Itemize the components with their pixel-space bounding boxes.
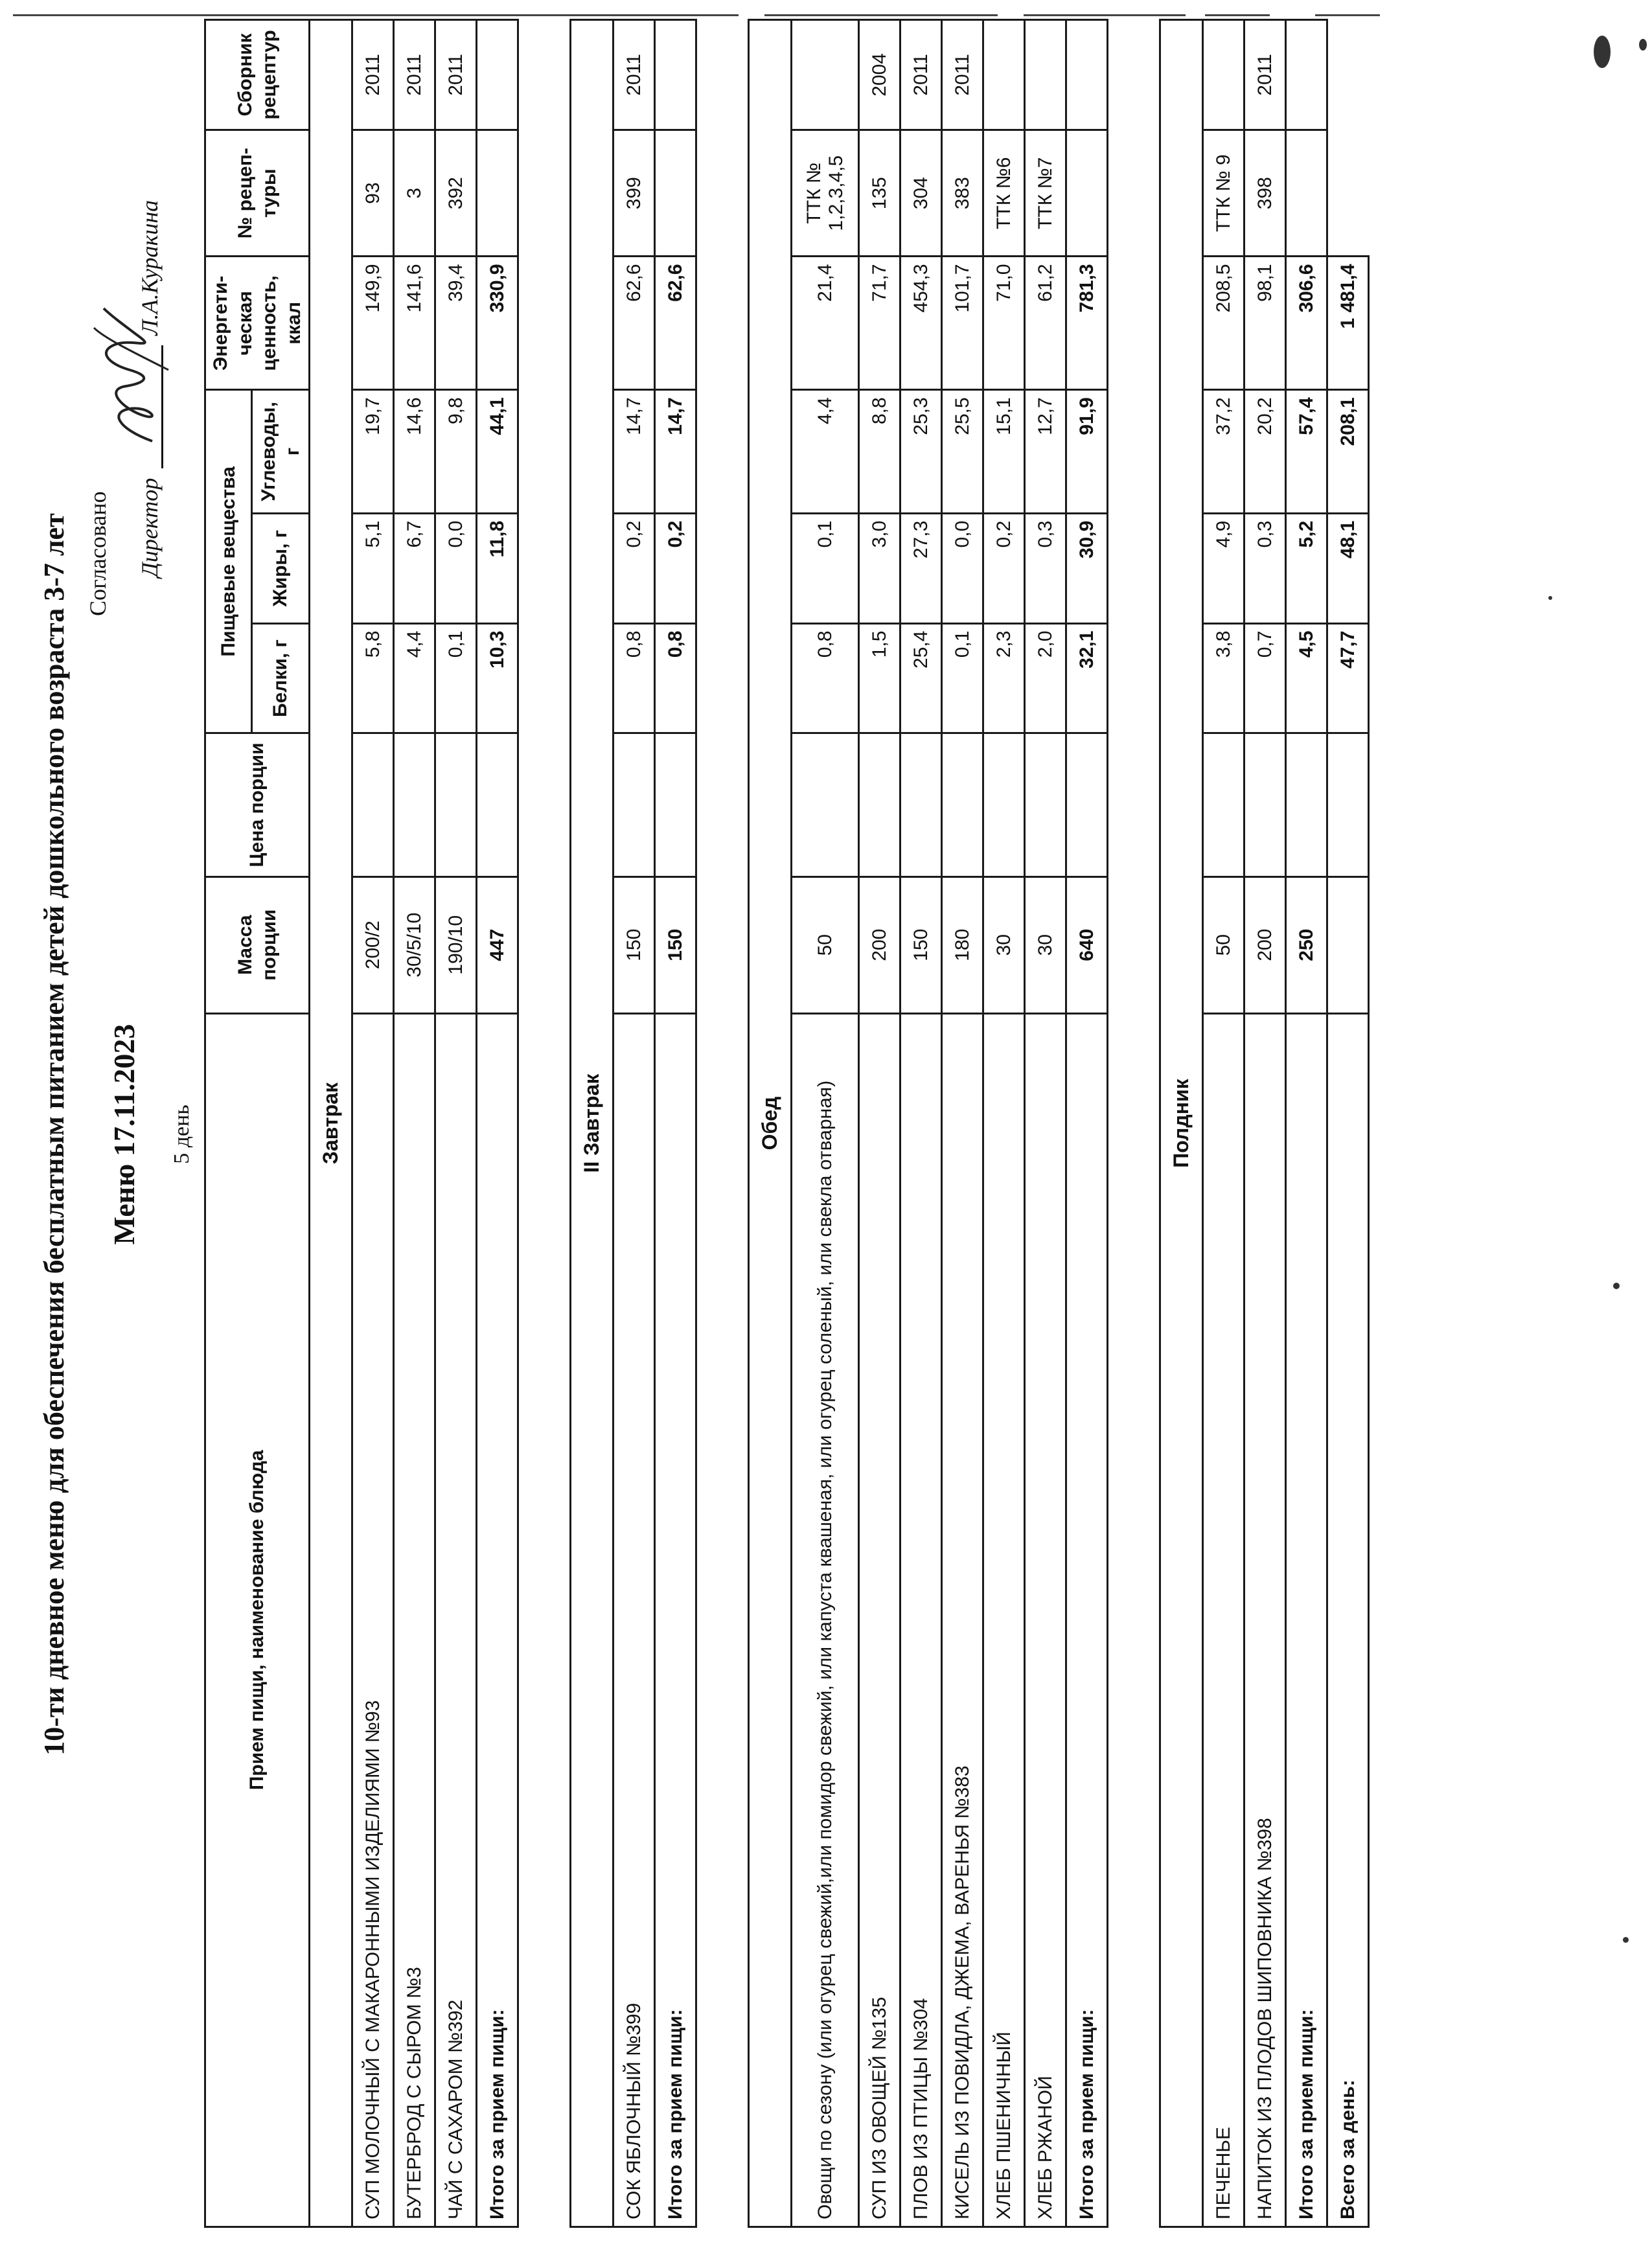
meal-total-price: [477, 733, 518, 876]
protein-value: 1,5: [859, 623, 901, 733]
meal-total-recipe: [1066, 130, 1108, 257]
section-header: [310, 20, 352, 2227]
fat-value: 27,3: [901, 513, 942, 623]
header-collection: Сборник рецептур: [205, 20, 310, 130]
table-row: [435, 20, 477, 2227]
meal-total-collection: [1286, 20, 1327, 130]
fat-value: 0,0: [435, 513, 477, 623]
meal-total-mass: 447: [477, 876, 518, 1013]
fat-value: 0,3: [1245, 513, 1286, 623]
table-row: [859, 20, 901, 2227]
recipe-number: 3: [394, 130, 435, 257]
meal-total-price: [1286, 733, 1327, 876]
dish-name: БУТЕРБРОД С СЫРОМ №3: [394, 1013, 435, 2227]
protein-value: 0,1: [942, 623, 983, 733]
grand-total-mass: [1327, 876, 1369, 1013]
carbs-value: 14,6: [394, 390, 435, 513]
recipe-number: 392: [435, 130, 477, 257]
recipe-collection: 2004: [859, 20, 901, 130]
dish-name: Овощи по сезону (или огурец свежий,или помидор свежий, или капуста квашеная, или огурец соленый, или свекла отварная): [792, 1013, 859, 2227]
protein-value: 0,1: [435, 623, 477, 733]
meal-total-label: Итого за прием пищи:: [655, 1013, 696, 2227]
table-row: [901, 20, 942, 2227]
energy-value: 149,9: [352, 257, 394, 390]
meal-total-energy: 781,3: [1066, 257, 1108, 390]
meal-total-row: [655, 20, 696, 2227]
energy-value: 71,7: [859, 257, 901, 390]
carbs-value: 15,1: [983, 390, 1025, 513]
protein-value: 5,8: [352, 623, 394, 733]
portion-mass: 30: [983, 876, 1025, 1013]
meal-total-protein: 10,3: [477, 623, 518, 733]
director-line: [136, 200, 163, 577]
section-title: II Завтрак: [571, 20, 614, 2227]
meal-total-fat: 5,2: [1286, 513, 1327, 623]
portion-price: [859, 733, 901, 876]
recipe-number: 398: [1245, 130, 1286, 257]
grand-total-protein: 47,7: [1327, 623, 1369, 733]
carbs-value: 12,7: [1025, 390, 1066, 513]
portion-price: [352, 733, 394, 876]
portion-mass: 30: [1025, 876, 1066, 1013]
recipe-number: 383: [942, 130, 983, 257]
portion-mass: 50: [1203, 876, 1245, 1013]
protein-value: 4,4: [394, 623, 435, 733]
meal-total-mass: 150: [655, 876, 696, 1013]
section-title: Завтрак: [310, 20, 352, 2227]
energy-value: 98,1: [1245, 257, 1286, 390]
meal-total-carbs: 91,9: [1066, 390, 1108, 513]
protein-value: 2,3: [983, 623, 1025, 733]
section-gap: [1108, 20, 1160, 2227]
recipe-collection: 2011: [1245, 20, 1286, 130]
meal-total-recipe: [655, 130, 696, 257]
recipe-collection: [983, 20, 1025, 130]
recipe-collection: 2011: [394, 20, 435, 130]
portion-price: [792, 733, 859, 876]
recipe-collection: 2011: [901, 20, 942, 130]
meal-total-energy: 62,6: [655, 257, 696, 390]
grand-total-collection: [1327, 20, 1369, 130]
header-recipe: № рецеп-туры: [205, 130, 310, 257]
carbs-value: 25,5: [942, 390, 983, 513]
meal-total-fat: 11,8: [477, 513, 518, 623]
recipe-number: ТТК №7: [1025, 130, 1066, 257]
carbs-value: 9,8: [435, 390, 477, 513]
header-nutrients: Пищевые вещества: [205, 390, 252, 733]
header-price: Цена порции: [205, 733, 310, 876]
dish-name: СУП ИЗ ОВОЩЕЙ №135: [859, 1013, 901, 2227]
dish-name: ПЛОВ ИЗ ПТИЦЫ №304: [901, 1013, 942, 2227]
table-row: [792, 20, 859, 2227]
gap-cell: [518, 20, 571, 2227]
menu-date: Меню 17.11.2023: [108, 1024, 141, 1245]
recipe-collection: 2011: [614, 20, 655, 130]
energy-value: 208,5: [1203, 257, 1245, 390]
gap-cell: [696, 20, 749, 2227]
dish-name: СОК ЯБЛОЧНЫЙ №399: [614, 1013, 655, 2227]
recipe-number: ТТК № 9: [1203, 130, 1245, 257]
director-name: Л.А.Куракина: [137, 200, 163, 336]
carbs-value: 4,4: [792, 390, 859, 513]
recipe-collection: [1203, 20, 1245, 130]
portion-price: [394, 733, 435, 876]
meal-total-protein: 0,8: [655, 623, 696, 733]
recipe-collection: 2011: [352, 20, 394, 130]
section-title: Полдник: [1160, 20, 1203, 2227]
portion-mass: 200: [1245, 876, 1286, 1013]
grand-total-price: [1327, 733, 1369, 876]
fat-value: 0,3: [1025, 513, 1066, 623]
dish-name: ЧАЙ С САХАРОМ №392: [435, 1013, 477, 2227]
energy-value: 101,7: [942, 257, 983, 390]
fat-value: 4,9: [1203, 513, 1245, 623]
protein-value: 2,0: [1025, 623, 1066, 733]
table-row: [394, 20, 435, 2227]
meal-total-protein: 32,1: [1066, 623, 1108, 733]
gap-cell: [1108, 20, 1160, 2227]
director-label: Директор: [137, 477, 163, 577]
section-title: Обед: [749, 20, 792, 2227]
meal-total-price: [1066, 733, 1108, 876]
table-row: [352, 20, 394, 2227]
carbs-value: 37,2: [1203, 390, 1245, 513]
document-title: 10-ти дневное меню для обеспечения бесплатным питанием детей дошкольного возраста 3-7 лет: [38, 513, 70, 1756]
section-header: [749, 20, 792, 2227]
energy-value: 62,6: [614, 257, 655, 390]
table-row: [942, 20, 983, 2227]
portion-price: [614, 733, 655, 876]
protein-value: 3,8: [1203, 623, 1245, 733]
meal-total-collection: [1066, 20, 1108, 130]
meal-total-row: [477, 20, 518, 2227]
recipe-number: ТТК №6: [983, 130, 1025, 257]
dish-name: ПЕЧЕНЬЕ: [1203, 1013, 1245, 2227]
meal-total-price: [655, 733, 696, 876]
recipe-number: ТТК № 1,2,3,4,5: [792, 130, 859, 257]
portion-mass: 150: [614, 876, 655, 1013]
menu-day: 5 день: [170, 1105, 194, 1164]
approval-label: Согласовано: [85, 491, 111, 616]
recipe-number: 304: [901, 130, 942, 257]
meal-total-fat: 0,2: [655, 513, 696, 623]
table-row: [1245, 20, 1286, 2227]
table-row: [614, 20, 655, 2227]
handwritten-signature: [91, 299, 175, 448]
energy-value: 71,0: [983, 257, 1025, 390]
fat-value: 0,2: [614, 513, 655, 623]
recipe-collection: [1025, 20, 1066, 130]
recipe-collection: 2011: [942, 20, 983, 130]
carbs-value: 25,3: [901, 390, 942, 513]
fat-value: 3,0: [859, 513, 901, 623]
energy-value: 39,4: [435, 257, 477, 390]
protein-value: 25,4: [901, 623, 942, 733]
energy-value: 61,2: [1025, 257, 1066, 390]
header-carbs: Углеводы, г: [252, 390, 310, 513]
recipe-number: 135: [859, 130, 901, 257]
fat-value: 6,7: [394, 513, 435, 623]
section-header: [571, 20, 614, 2227]
fat-value: 5,1: [352, 513, 394, 623]
recipe-number: 399: [614, 130, 655, 257]
meal-total-recipe: [477, 130, 518, 257]
portion-price: [1203, 733, 1245, 876]
menu-body: [310, 20, 1369, 2227]
meal-total-energy: 330,9: [477, 257, 518, 390]
table-row: [983, 20, 1025, 2227]
section-gap: [518, 20, 571, 2227]
portion-mass: 50: [792, 876, 859, 1013]
meal-total-carbs: 14,7: [655, 390, 696, 513]
portion-price: [1025, 733, 1066, 876]
header-dish: Прием пищи, наименование блюда: [205, 1013, 310, 2227]
fat-value: 0,0: [942, 513, 983, 623]
meal-total-carbs: 57,4: [1286, 390, 1327, 513]
protein-value: 0,8: [614, 623, 655, 733]
section-gap: [696, 20, 749, 2227]
meal-total-label: Итого за прием пищи:: [1066, 1013, 1108, 2227]
meal-total-row: [1066, 20, 1108, 2227]
dish-name: ХЛЕБ РЖАНОЙ: [1025, 1013, 1066, 2227]
portion-price: [1245, 733, 1286, 876]
menu-table: [204, 19, 1370, 2228]
portion-price: [983, 733, 1025, 876]
portion-mass: 200/2: [352, 876, 394, 1013]
recipe-number: 93: [352, 130, 394, 257]
carbs-value: 8,8: [859, 390, 901, 513]
meal-total-label: Итого за прием пищи:: [477, 1013, 518, 2227]
meal-total-protein: 4,5: [1286, 623, 1327, 733]
meal-total-carbs: 44,1: [477, 390, 518, 513]
dish-name: ХЛЕБ ПШЕНИЧНЫЙ: [983, 1013, 1025, 2227]
meal-total-collection: [477, 20, 518, 130]
carbs-value: 14,7: [614, 390, 655, 513]
dish-name: НАПИТОК ИЗ ПЛОДОВ ШИПОВНИКА №398: [1245, 1013, 1286, 2227]
meal-total-label: Итого за прием пищи:: [1286, 1013, 1327, 2227]
meal-total-mass: 250: [1286, 876, 1327, 1013]
meal-total-row: [1286, 20, 1327, 2227]
portion-mass: 190/10: [435, 876, 477, 1013]
meal-total-energy: 306,6: [1286, 257, 1327, 390]
meal-total-collection: [655, 20, 696, 130]
carbs-value: 20,2: [1245, 390, 1286, 513]
portion-price: [942, 733, 983, 876]
recipe-collection: 2011: [435, 20, 477, 130]
meal-total-recipe: [1286, 130, 1327, 257]
meal-total-mass: 640: [1066, 876, 1108, 1013]
portion-price: [435, 733, 477, 876]
carbs-value: 19,7: [352, 390, 394, 513]
grand-total-energy: 1 481,4: [1327, 257, 1369, 390]
header-energy: Энергети-ческая ценность, ккал: [205, 257, 310, 390]
grand-total-fat: 48,1: [1327, 513, 1369, 623]
header-mass: Масса порции: [205, 876, 310, 1013]
header-fat: Жиры, г: [252, 513, 310, 623]
header-protein: Белки, г: [252, 623, 310, 733]
meal-total-fat: 30,9: [1066, 513, 1108, 623]
protein-value: 0,7: [1245, 623, 1286, 733]
portion-mass: 150: [901, 876, 942, 1013]
fat-value: 0,1: [792, 513, 859, 623]
table-row: [1203, 20, 1245, 2227]
portion-mass: 30/5/10: [394, 876, 435, 1013]
recipe-collection: [792, 20, 859, 130]
portion-mass: 180: [942, 876, 983, 1013]
portion-mass: 200: [859, 876, 901, 1013]
table-row: [1025, 20, 1066, 2227]
grand-total-label: Всего за день:: [1327, 1013, 1369, 2227]
energy-value: 141,6: [394, 257, 435, 390]
grand-total-carbs: 208,1: [1327, 390, 1369, 513]
grand-total-recipe: [1327, 130, 1369, 257]
section-header: [1160, 20, 1203, 2227]
dish-name: КИСЕЛЬ ИЗ ПОВИДЛА, ДЖЕМА, ВАРЕНЬЯ №383: [942, 1013, 983, 2227]
portion-price: [901, 733, 942, 876]
grand-total-row: [1327, 20, 1369, 2227]
energy-value: 454,3: [901, 257, 942, 390]
fat-value: 0,2: [983, 513, 1025, 623]
energy-value: 21,4: [792, 257, 859, 390]
dish-name: СУП МОЛОЧНЫЙ С МАКАРОННЫМИ ИЗДЕЛИЯМИ №93: [352, 1013, 394, 2227]
protein-value: 0,8: [792, 623, 859, 733]
